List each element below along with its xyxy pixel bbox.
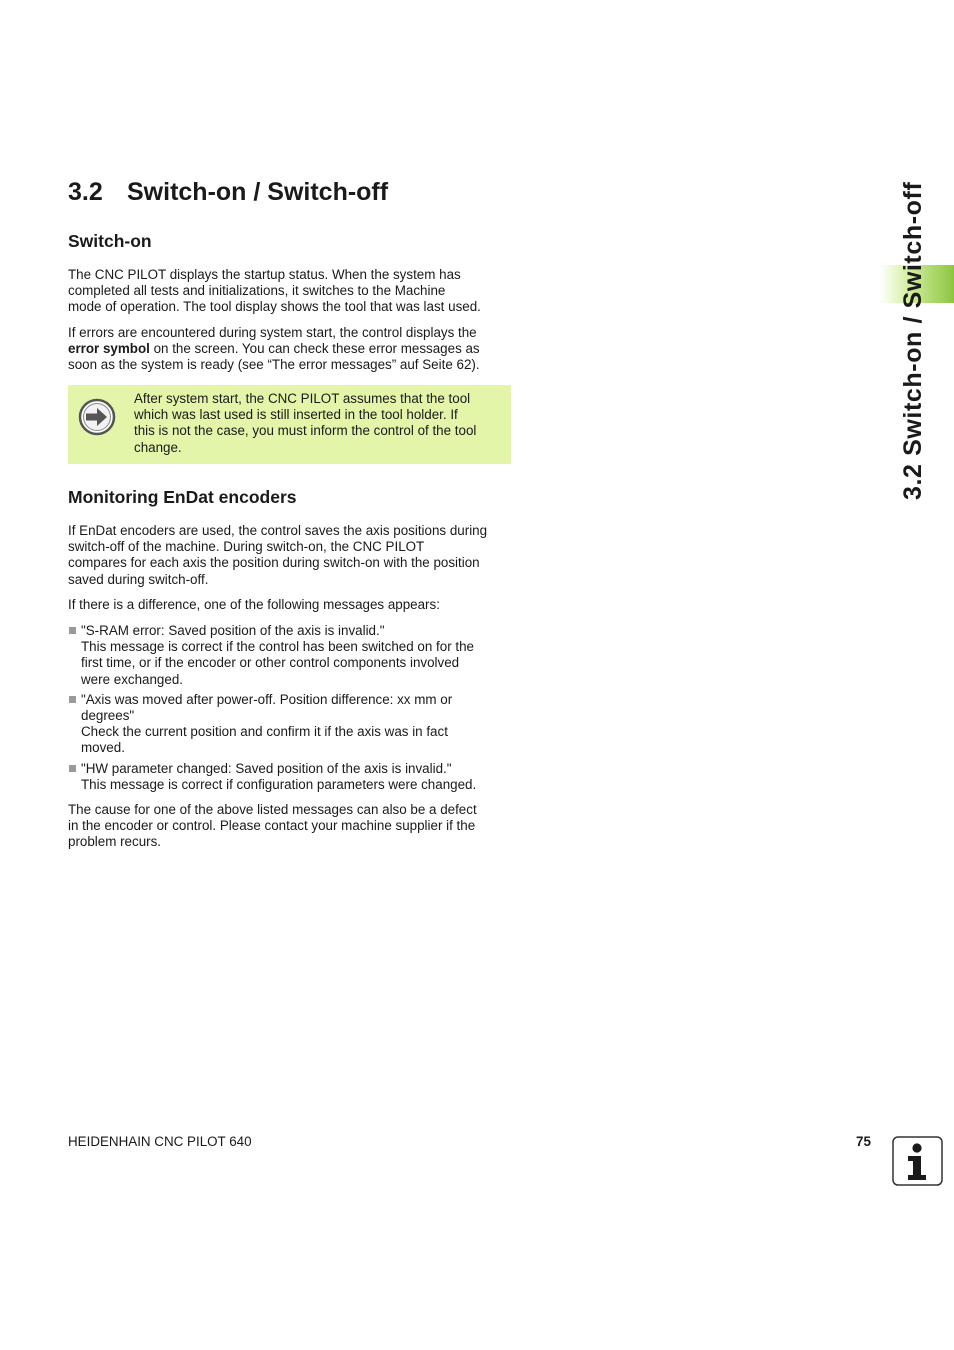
bullet-square-icon [69, 765, 76, 772]
bullet-square-icon [69, 696, 76, 703]
endat-paragraph-1: If EnDat encoders are used, the control saves the axis positions during switch-off of the machine. During switch-on, the CNC PILOT compares for each axis the position during switch-on with the position saved during switch-off. [68, 523, 488, 587]
heading-switch-on: Switch-on [68, 231, 152, 251]
note-text: After system start, the CNC PILOT assumes that the tool which was last used is still inserted in the tool holder. If this is not the case, you must inform the control of the tool change. [134, 391, 477, 455]
endat-paragraph-2: If there is a difference, one of the following messages appears: [68, 597, 440, 612]
bullet-square-icon [69, 627, 76, 634]
section-number: 3.2 [68, 178, 103, 206]
page-number: 75 [856, 1134, 871, 1149]
footer-product-name: HEIDENHAIN CNC PILOT 640 [68, 1134, 252, 1149]
switch-on-paragraph-2: If errors are encountered during system start, the control displays the error symbol on the screen. You can check these error messages as soon as the system is ready (see “The error messages” auf Seite 62). [68, 325, 480, 373]
heading-monitoring-endat: Monitoring EnDat encoders [68, 487, 297, 507]
endat-paragraph-3: The cause for one of the above listed messages can also be a defect in the encoder or control. Please contact your machine supplier if the problem recurs. [68, 802, 477, 850]
note-box [68, 385, 511, 464]
list-item: "HW parameter changed: Saved position of the axis is invalid." This message is correct if configuration parameters were changed. [68, 761, 514, 793]
arrow-right-icon [77, 397, 117, 437]
page-title [68, 172, 388, 212]
list-item: "S-RAM error: Saved position of the axis is invalid." This message is correct if the control has been switched on for the first time, or if the encoder or other control components involved were exchanged. [68, 623, 514, 688]
side-section-title: 3.2 Switch-on / Switch-off [899, 181, 927, 500]
switch-on-paragraph-1: The CNC PILOT displays the startup status. When the system has completed all tests and initializations, it switches to the Machine mode of operation. The tool display shows the tool that was last used. [68, 267, 481, 315]
info-icon [892, 1136, 943, 1186]
error-symbol-term: error symbol [68, 341, 150, 357]
list-item: "Axis was moved after power-off. Position difference: xx mm or degrees" Check the current position and confirm it if the axis was in fact moved. [68, 692, 514, 757]
message-list [68, 623, 514, 797]
section-title: Switch-on / Switch-off [127, 178, 389, 206]
